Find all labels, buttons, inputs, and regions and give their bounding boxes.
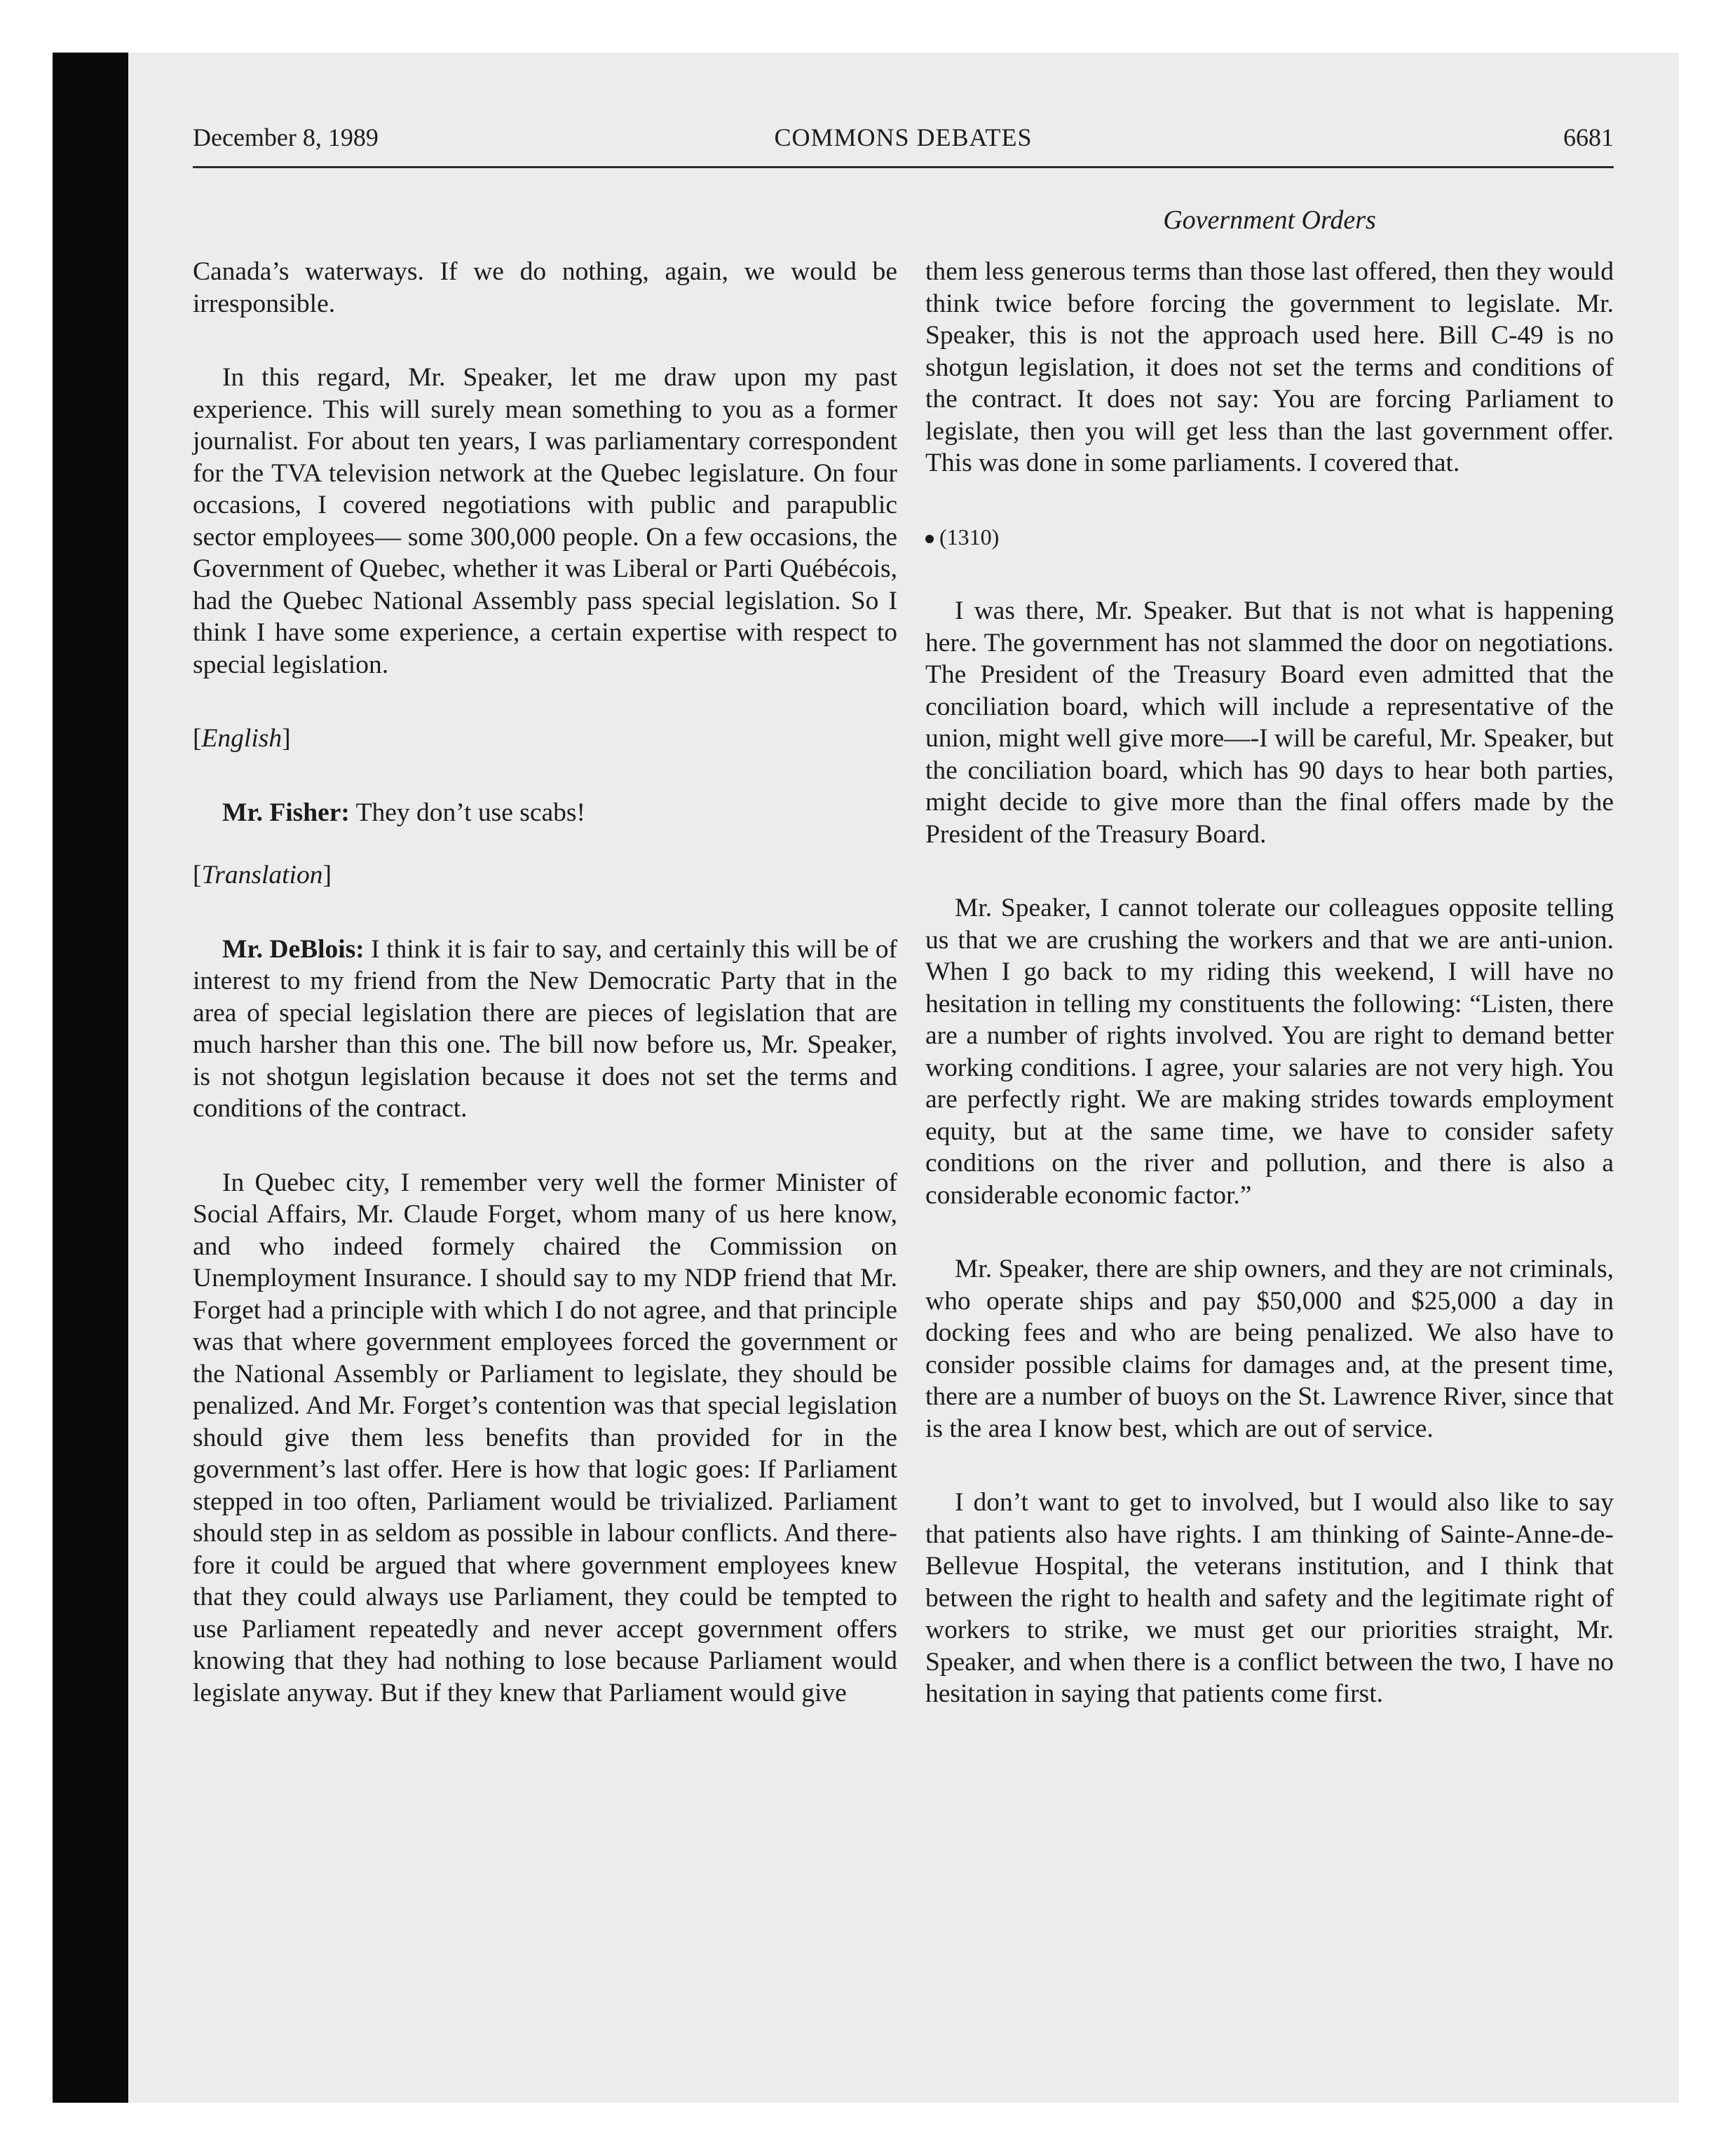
paragraph: Canada’s waterways. If we do nothing, again, we would be irresponsible. xyxy=(193,257,897,318)
paragraph: Mr. Speaker, there are ship owners, and they are not criminals, who operate ships and pay $50,000 and $25,000 a day in docking fees and who are being penalized. We also have to consider possible claims for damages and, at the present time, there are a number of buoys on the St. Lawrence River, since that is the area I know best, which are out of service. xyxy=(925,1255,1614,1443)
language-tag-translation: [Translation] xyxy=(193,861,332,889)
speech-fisher xyxy=(193,797,897,829)
speech-text: They don’t use scabs! xyxy=(349,798,585,827)
page-header xyxy=(193,123,1614,165)
left-column xyxy=(193,256,897,1709)
bullet-icon xyxy=(925,535,934,543)
paragraph: I don’t want to get to involved, but I would also like to say that patients also have rights. I am thinking of Sainte-Anne-de-Bellevue Hospital, the veterans institution, and I think that between the right to health and safety and the legitimate right of workers to strike, we must get our priorities straight, Mr. Speaker, and when there is a conflict between the two, I have no hesitation in saying that patients come first. xyxy=(925,1488,1614,1708)
time-marker-text: (1310) xyxy=(939,524,1000,550)
speaker-name: Mr. DeBlois: xyxy=(222,934,365,964)
header-rule xyxy=(193,166,1614,168)
language-tag-text: Translation xyxy=(201,861,323,889)
paragraph: Mr. Speaker, I cannot tolerate our colleagues opposite telling us that we are crushing the workers and that we are anti-union. When I go back to my riding this weekend, I will have no hesitation in telling my constituents the following: “Listen, there are a number of rights involved. You are right to demand better working conditions. I agree, your salaries are not very high. You are perfectly right. We are making strides towards employment equity, but at the same time, we have to consider safety conditions on the river and pollution, and there is also a considerable economic factor.” xyxy=(925,894,1614,1210)
right-column xyxy=(925,256,1614,1710)
language-tag-english: [English] xyxy=(193,724,291,753)
binding-shadow xyxy=(53,53,128,2103)
paragraph: I was there, Mr. Speaker. But that is not what is happening here. The government has not slammed the door on negotiations. The President of the Treasury Board even admitted that the conciliation board, which will include a representative of the union, might well give more—-I will be careful, Mr. Speaker, but the conciliation board, which has 90 days to hear both parties, might decide to give more than the final offers made by the President of the Treasury Board. xyxy=(925,596,1614,849)
paragraph: them less generous terms than those last offered, then they would think twice before forcing the government to legislate. Mr. Speaker, this is not the approach used here. Bill C-49 is no shotgun legislation, it does not set the terms and conditions of the contract. It does not say: You are forcing Parliament to legislate, then you will get less than the last government offer. This was done in some parliaments. I covered that. xyxy=(925,257,1614,477)
page-number: 6681 xyxy=(1563,123,1614,151)
header-date: December 8, 1989 xyxy=(193,123,379,151)
section-title: Government Orders xyxy=(1163,205,1376,235)
time-marker xyxy=(925,521,1614,554)
language-tag-text: English xyxy=(201,724,283,753)
speaker-name: Mr. Fisher: xyxy=(222,798,350,827)
header-title: COMMONS DEBATES xyxy=(774,123,1033,151)
speech-deblois xyxy=(193,934,897,1125)
paragraph: In Quebec city, I remember very well the former Minister of Social Affairs, Mr. Claude Forget, whom many of us here know, and who indeed formely chaired the Commission on Unemployment Insurance. I should say to my NDP friend that Mr. Forget had a principle with which I do not agree, and that principle was that where government employees forced the government or the National Assembly or Parliament to legislate, they should be penalized. And Mr. Forget’s contention was that special legislation should give them less benefits than provided for in the government’s last offer. Here is how that logic goes: If Parliament stepped in too often, Parliament would be trivialized. Parliament should step in as seldom as possible in labour conflicts. And therefore it could be argued that where government employees knew that they could always use Parliament, they could be tempted to use Parliament repeatedly and never accept government offers knowing that they had nothing to lose because Parliament would legislate anyway. But if they knew that Parliament would give xyxy=(193,1168,897,1707)
paragraph: In this regard, Mr. Speaker, let me draw upon my past experience. This will surely mean something to you as a former journalist. For about ten years, I was parliamentary correspondent for the TVA television network at the Quebec legislature. On four occasions, I covered negotiations with public and parapublic sector employees— some 300,000 people. On a few occasions, the Government of Quebec, whether it was Liberal or Parti Québécois, had the Quebec National Assembly pass special legislation. So I think I have some experience, a certain expertise with respect to special legislation. xyxy=(193,363,897,679)
speech-text: I think it is fair to say, and certainly this will be of interest to my friend from the New Democratic Party that in the area of special legislation there are pieces of legislation that are much harsher than this one. The bill now before us, Mr. Speaker, is not shotgun legislation because it does not set the terms and conditions of the contract. xyxy=(193,934,897,1123)
